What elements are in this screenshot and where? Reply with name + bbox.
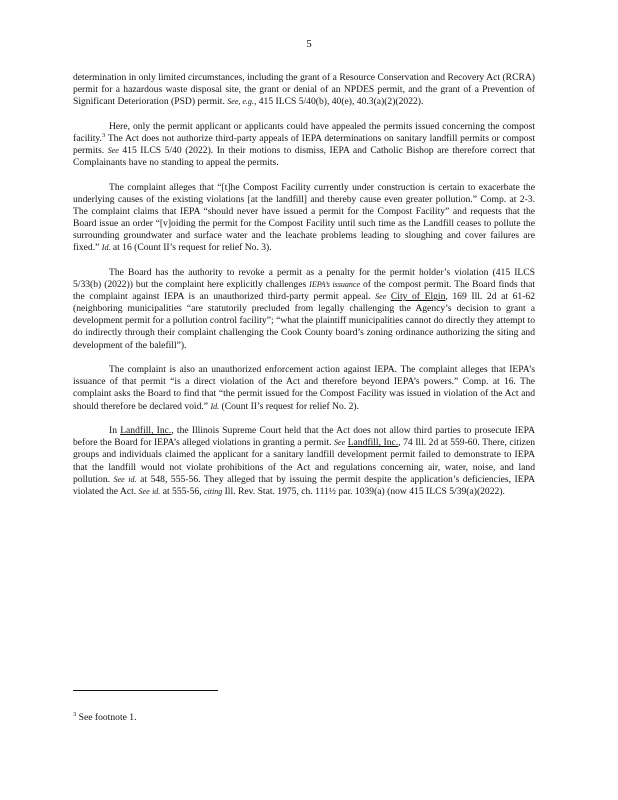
paragraph-standing — [73, 121, 535, 169]
text-run: The complaint alleges that “[t]he Compost Facility currently under construction is certain to exacerbate the underlying causes of the existing violations [at the landfill] and thereby cause even greater pollution.” Comp. at 2-3. The complaint claims that IEPA “should never have issued a permit for the Compost Facility” and requests that the Board issue an order “[v]oiding the permit for the Compost Facility until such time as the Landfill ceases to pollute the surrounding groundwater and surface water and the leachate problems leading to sloughing and cover failures are fixed.” — [73, 181, 535, 254]
citation-signal: See — [334, 438, 346, 448]
text-run: , the Illinois Supreme Court held that the Act does not allow third parties to prosecute IEPA before the Board for IEPA’s alleged violations in granting a permit. — [73, 425, 536, 449]
text-run: at 555-56, — [160, 485, 204, 497]
footnote-reference: 3 — [101, 131, 106, 139]
citation-signal: See — [113, 474, 125, 484]
text-run: determination in only limited circumstances, including the grant of a Resource Conservation and Recovery Act (RCRA) permit for a hazardous waste disposal site, the grant or denial of an NPDES permit, and the grant of a Prevention of Significant Deterioration (PSD) permit. — [73, 72, 535, 108]
text-run: The Board has the authority to revoke a permit as a penalty for the permit holder’s violation (415 ILCS 5/33(b) (2022)) but the complaint here explicitly challenges — [73, 267, 535, 291]
text-run: , 74 Ill. 2d at 559-60. There, citizen groups and individuals claimed the applicant for a sanitary landfill development permit failed to demonstrate to IEPA that the landfill would not violate prohibitions of the Act and regulations concerning air, water, noise, and land pollution. — [73, 437, 535, 485]
footnote-divider — [73, 690, 218, 691]
text-run: at 548, 555-56. They alleged that by issuing the permit despite the application’s deficiencies, IEPA violated the Act. — [73, 473, 535, 497]
text-run: The complaint is also an unauthorized enforcement action against IEPA. The complaint alleges that IEPA’s issuance of that permit “is a direct violation of the Act and therefore beyond IEPA’s powers.” Comp. at 16. The complaint asks the Board to find that “the permit issued for the Compost Facility was issued in violation of the Act and should therefore be declared void.” — [73, 364, 535, 412]
text-run: , 415 ILCS 5/40(b), 40(e), 40.3(a)(2)(2022). — [253, 96, 424, 108]
citation-signal: See — [107, 146, 119, 156]
citation-signal: citing — [204, 486, 223, 496]
case-name: Landfill, Inc. — [347, 437, 399, 449]
paragraph-continuation — [73, 72, 535, 108]
text-run: , 169 Ill. 2d at 61-62 (neighboring municipalities “are statutorily precluded from legally challenging the Agency’s decision to grant a development permit for a pollution control facility”; “what the plaintiff municipalities cannot do directly they attempt to do indirectly through their complaint challenging the Cook County board’s zoning ordinance authorizing the siting and development of the balefill”). — [73, 291, 535, 351]
paragraph-landfill-inc — [73, 425, 535, 498]
citation-signal: See — [138, 486, 150, 496]
body-text — [73, 72, 535, 510]
paragraph-board-authority — [73, 267, 535, 352]
footnote-text: See footnote 1. — [76, 712, 137, 723]
text-run: 415 ILCS 5/40 (2022). In their motions to dismiss, IEPA and Catholic Bishop are therefore correct that Complainants have no standing to appeal the permits. — [73, 145, 536, 169]
text-run: at 16 (Count II’s request for relief No. 3). — [110, 242, 272, 254]
text-run: Here, only the permit applicant or applicants could have appealed the permits issued concerning the compost facility. — [73, 120, 535, 144]
text-run: The Act does not authorize third-party appeals of IEPA determinations on sanitary landfill permits or compost permits. — [73, 132, 535, 157]
citation-signal: Id. — [101, 243, 111, 253]
citation-signal: See — [375, 292, 387, 302]
text-run: of the compost permit. The Board finds that the complaint against IEPA is an unauthorized third-party permit appeal. — [73, 279, 535, 303]
text-run: Ill. Rev. Stat. 1975, ch. 111½ par. 1039(a) (now 415 ILCS 5/39(a)(2022). — [222, 485, 505, 497]
citation-signal: Id. — [210, 401, 220, 411]
paragraph-complaint-allegations — [73, 182, 535, 255]
footnote-marker: 3 — [73, 710, 77, 718]
citation-signal: IEPA’s issuance — [309, 280, 360, 290]
case-name: Landfill, Inc. — [120, 425, 172, 437]
case-name: City of Elgin — [390, 291, 446, 303]
paragraph-enforcement-action — [73, 364, 535, 412]
citation-signal: id. — [152, 486, 161, 496]
citation-signal: id. — [128, 474, 137, 484]
citation-signal: See, e.g. — [227, 97, 254, 107]
text-run: (Count II’s request for relief No. 2). — [219, 400, 359, 412]
footnote — [73, 712, 373, 724]
page-number: 5 — [306, 38, 312, 50]
text-run: In — [109, 425, 121, 437]
